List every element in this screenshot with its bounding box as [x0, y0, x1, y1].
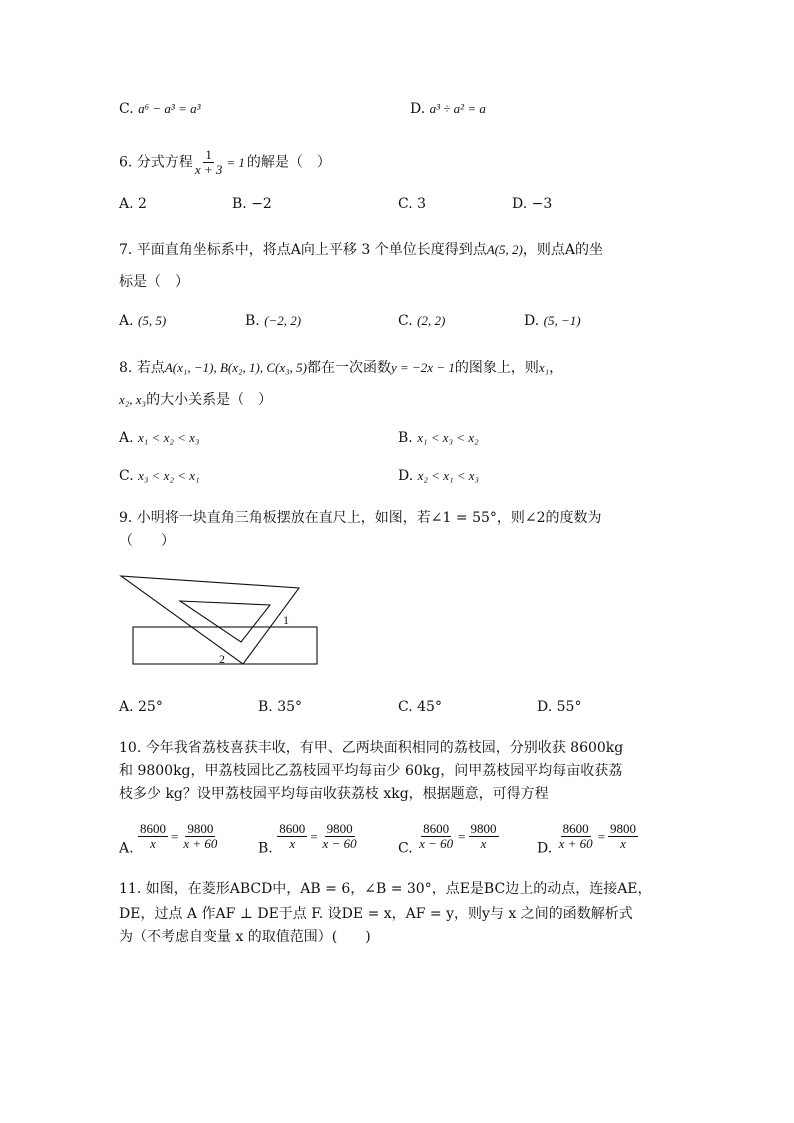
q7-stem-line2: 标是（ ）: [119, 274, 189, 290]
q7-option-c: C. (2, 2): [398, 313, 446, 329]
q8-stem-line1: 8. 若点A(x₁, −1), B(x₂, 1), C(x₃, 5)都在一次函数y = −2x − 1的图象上，则x₁，: [119, 360, 564, 376]
q8-points: A(x₁, −1), B(x₂, 1), C(x₃, 5): [164, 360, 307, 375]
q6-fraction: $\frac{1}{x + 3}$: [194, 147, 223, 177]
q7-option-d: D. (5, −1): [524, 313, 581, 329]
q7-option-a: A. (5, 5): [119, 313, 167, 329]
angle-1-label: 1: [283, 613, 289, 627]
q10-option-b: B. $\frac{8600}{x}$ = $\frac{9800}{x - 60}$: [258, 821, 357, 857]
angle-2-label: 2: [219, 652, 225, 666]
q9-stem-line1: 9. 小明将一块直角三角板摆放在直尺上，如图，若∠1 = 55°，则∠2的度数为: [119, 510, 602, 526]
q8-option-d: D. x₂ < x₁ < x₃: [398, 468, 480, 484]
q11-stem-line1: 11. 如图，在菱形ABCD中，AB = 6，∠B = 30°，点E是BC边上的动点，连接AE，: [119, 881, 652, 897]
q10-stem-line1: 10. 今年我省荔枝喜获丰收，有甲、乙两块面积相同的荔枝园，分别收获 8600kg: [119, 740, 624, 756]
q9-figure: [115, 570, 335, 670]
q7-point: A(5, 2): [486, 242, 523, 257]
q8-option-b: B. x₁ < x₃ < x₂: [398, 430, 479, 446]
q6-option-b: B. −2: [232, 196, 272, 212]
q10-stem-line2: 和 9800kg，甲荔枝园比乙荔枝园平均每亩少 60kg，问甲荔枝园平均每亩收获荔: [119, 763, 623, 779]
q5-option-d-expr: a³ ÷ a² = a: [429, 101, 486, 116]
q6-option-c: C. 3: [398, 196, 427, 212]
triangle-inner: [180, 601, 270, 642]
q11-stem-line3: 为（不考虑自变量 x 的取值范围）( ): [119, 929, 371, 945]
q10-option-a: A. $\frac{8600}{x}$ = $\frac{9800}{x + 60}$: [119, 821, 218, 857]
q7-option-b: B. (−2, 2): [245, 313, 302, 329]
q5-option-c-expr: a⁶ − a³ = a³: [138, 101, 201, 116]
q5-option-d: D. a³ ÷ a² = a: [410, 101, 486, 117]
q10-stem-line3: 枝多少 kg？设甲荔枝园平均每亩收获荔枝 xkg，根据题意，可得方程: [119, 786, 549, 802]
q8-option-c: C. x₃ < x₂ < x₁: [119, 468, 200, 484]
q9-option-a: A. 25°: [119, 699, 163, 715]
q8-stem-line2: x₂, x₃的大小关系是（ ）: [119, 392, 273, 408]
ruler: [133, 627, 317, 664]
q10-option-d: D. $\frac{8600}{x + 60}$ = $\frac{9800}{x}$: [537, 821, 637, 857]
q8-function: y = −2x − 1: [390, 360, 455, 375]
q9-stem-line2: （ ）: [119, 533, 175, 549]
q9-option-c: C. 45°: [398, 699, 442, 715]
q6-option-a: A. 2: [119, 196, 147, 212]
triangle-outer: [121, 576, 299, 664]
q7-stem-line1: 7. 平面直角坐标系中，将点A向上平移 3 个单位长度得到点A(5, 2)，则点A的坐: [119, 242, 603, 258]
q8-option-a: A. x₁ < x₂ < x₃: [119, 430, 200, 446]
q10-option-c: C. $\frac{8600}{x - 60}$ = $\frac{9800}{x}$: [398, 821, 497, 857]
q11-stem-line2: DE，过点 A 作AF ⊥ DE于点 F. 设DE = x，AF = y，则y与 x 之间的函数解析式: [119, 906, 633, 922]
q5-option-c: C. a⁶ − a³ = a³: [119, 101, 201, 117]
q6-option-d: D. −3: [512, 196, 553, 212]
q9-option-d: D. 55°: [537, 699, 582, 715]
q9-option-b: B. 35°: [258, 699, 303, 715]
q6-stem: 6. 分式方程 $\frac{1}{x + 3}$ = 1 的解是（ ）: [119, 147, 331, 177]
